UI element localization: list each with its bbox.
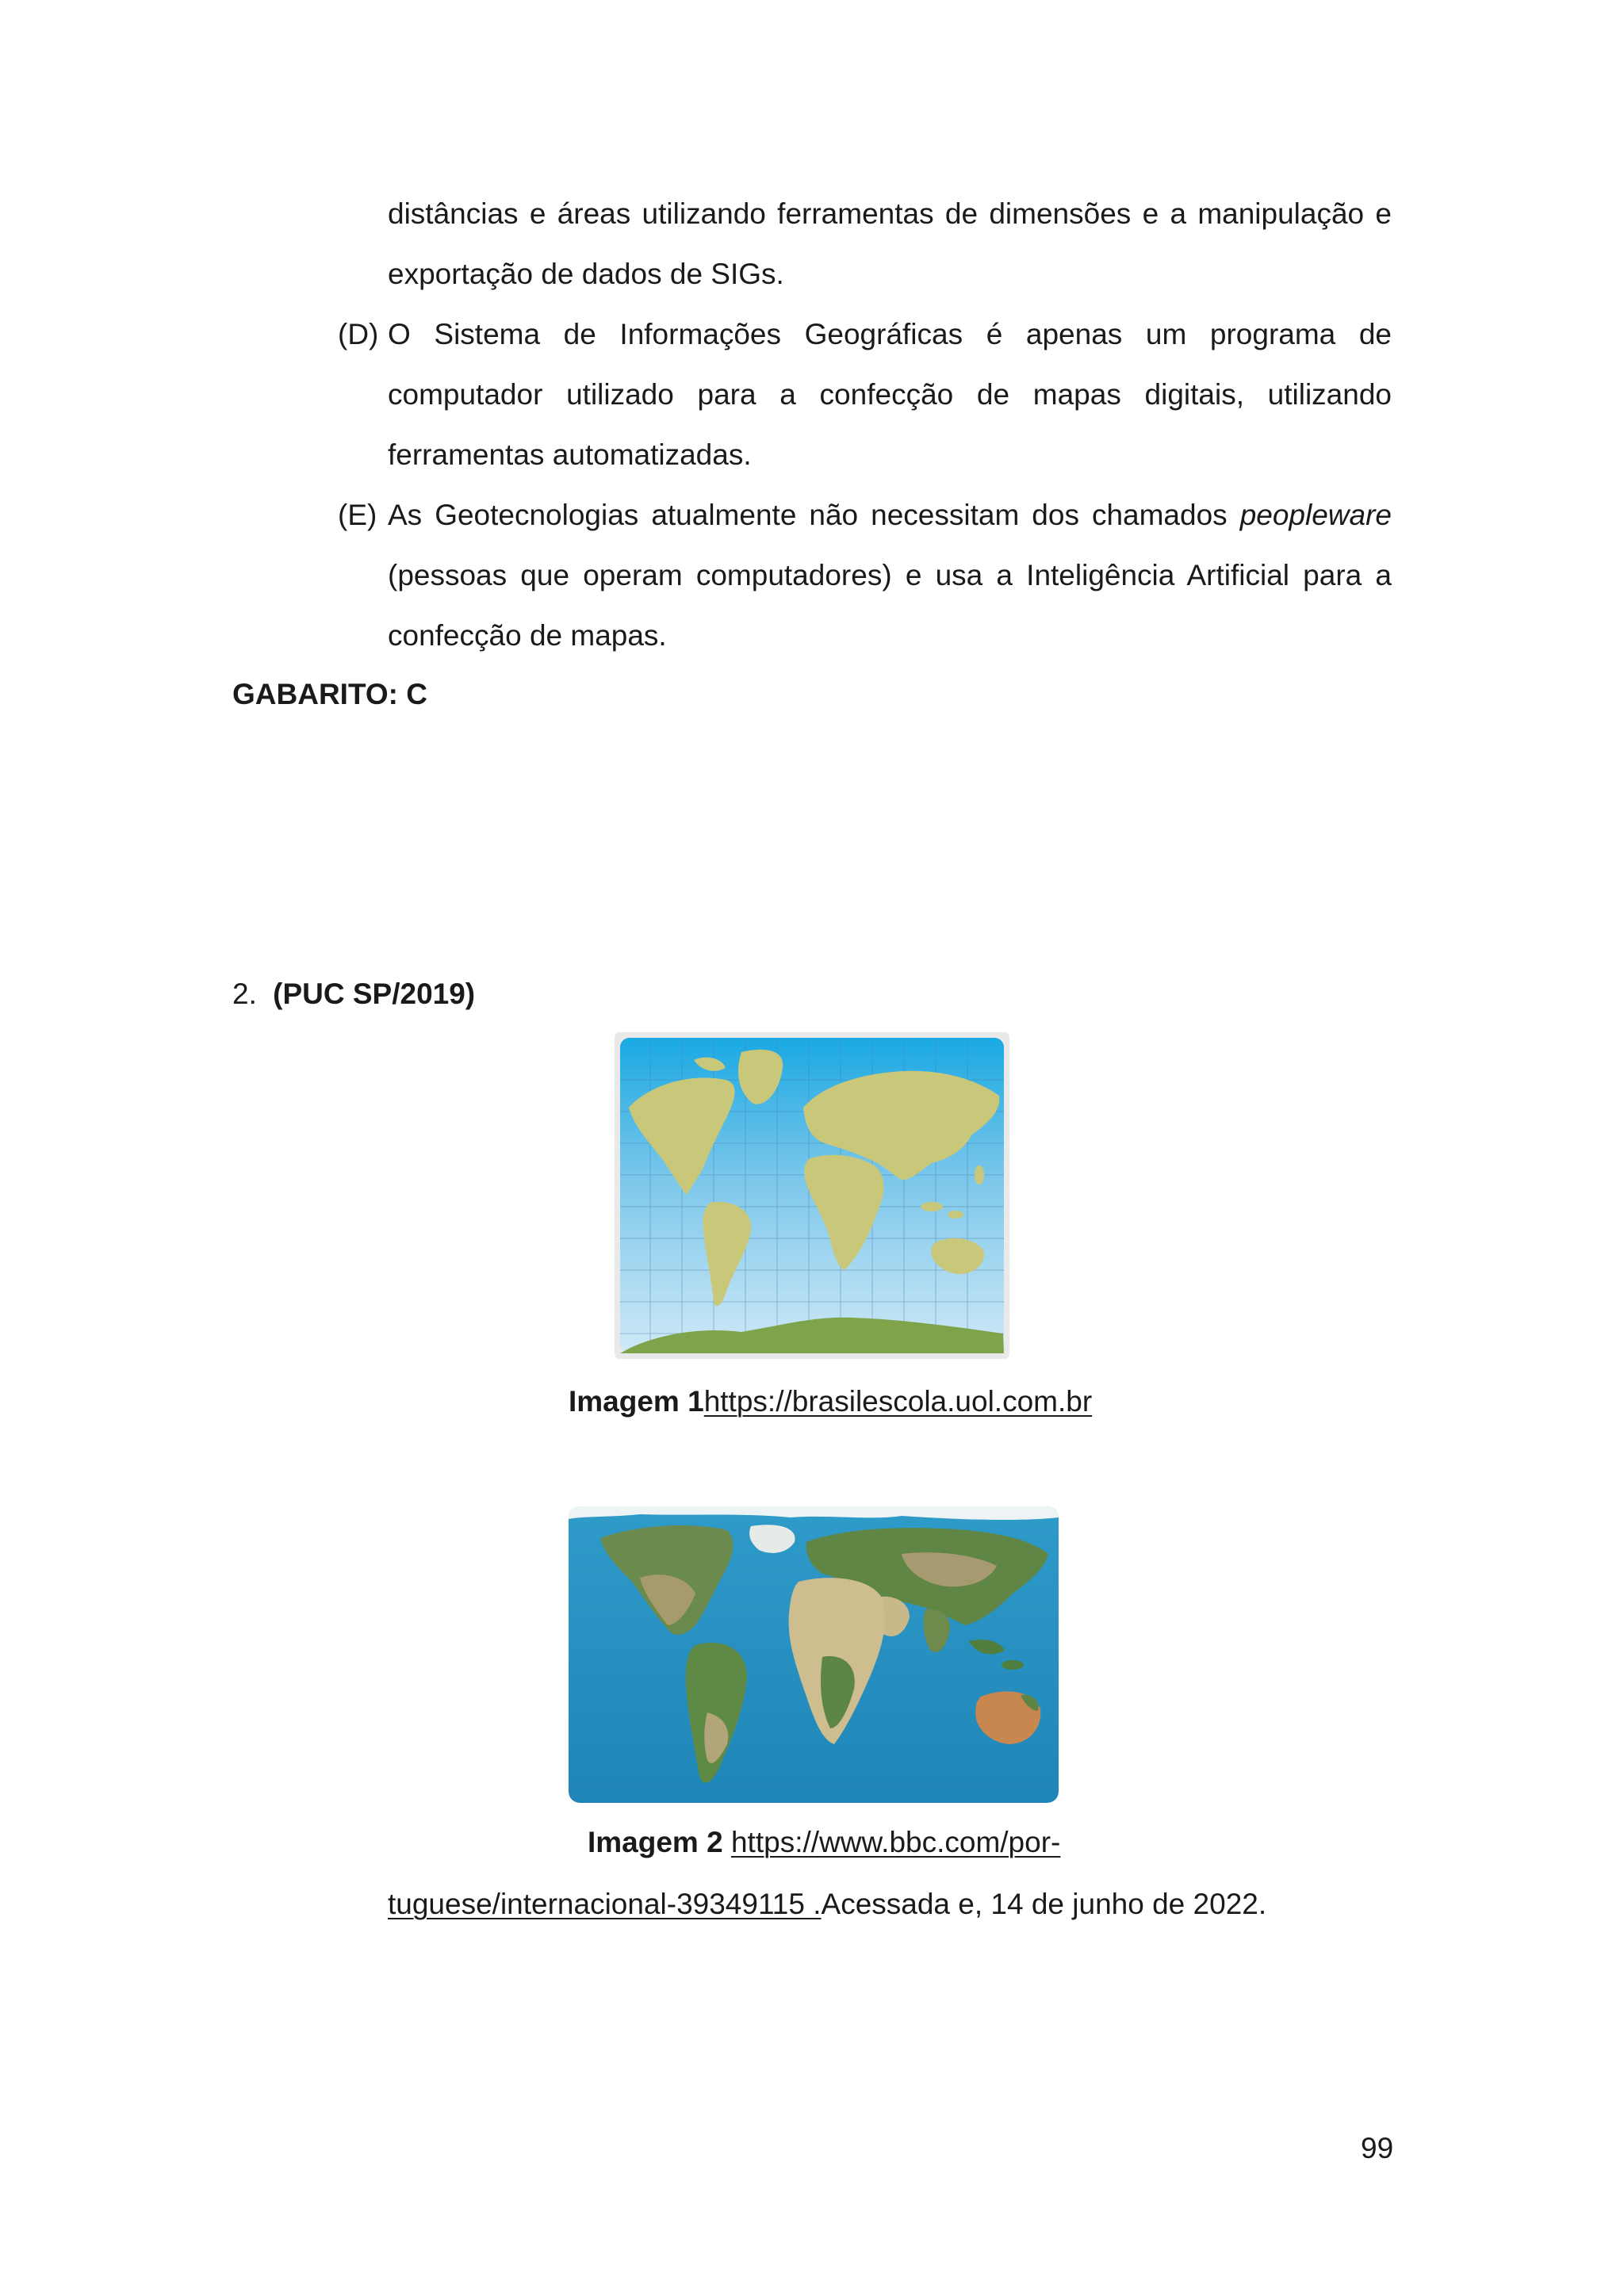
image-2-source-link-part-1[interactable]: https://www.bbc.com/por- bbox=[730, 1826, 1061, 1858]
peters-world-map bbox=[569, 1506, 1059, 1803]
option-e-line-1 bbox=[388, 496, 1392, 534]
image-2-access-date: Acessada e, 14 de junho de 2022. bbox=[821, 1888, 1267, 1920]
image-1-label: Imagem 1 bbox=[569, 1385, 704, 1418]
option-e-line-1-text: As Geotecnologias atualmente não necessitam dos chamados bbox=[388, 499, 1228, 531]
question-number: 2. bbox=[232, 978, 257, 1010]
image-1-source-link[interactable]: https://brasilescola.uol.com.br bbox=[703, 1385, 1093, 1418]
image-2-label: Imagem 2 bbox=[588, 1826, 723, 1858]
option-e-label: (E) bbox=[338, 499, 377, 531]
mercator-world-map bbox=[615, 1032, 1009, 1359]
image-2-source-link-part-2[interactable]: tuguese/internacional-39349115 . bbox=[388, 1888, 822, 1920]
option-c-line-1: distâncias e áreas utilizando ferramentas de dimensões e a manipulação e bbox=[388, 197, 1392, 230]
option-e-line-3: confecção de mapas. bbox=[388, 619, 667, 652]
question-source: (PUC SP/2019) bbox=[273, 978, 476, 1010]
option-d-label: (D) bbox=[338, 318, 379, 350]
peters-map-graphic bbox=[569, 1506, 1059, 1803]
image-1-caption bbox=[569, 1383, 1092, 1421]
mercator-map-graphic bbox=[615, 1032, 1009, 1359]
option-e-italic-term: peopleware bbox=[1239, 499, 1392, 531]
option-e-line-2: (pessoas que operam computadores) e usa a Inteligência Artificial para a bbox=[388, 559, 1392, 591]
option-d-line-3: ferramentas automatizadas. bbox=[388, 438, 752, 471]
option-c-line-2: exportação de dados de SIGs. bbox=[388, 258, 784, 290]
question-2-header bbox=[232, 975, 475, 1013]
option-d-line-2: computador utilizado para a confecção de mapas digitais, utilizando bbox=[388, 378, 1392, 411]
image-2-caption-line-1 bbox=[588, 1823, 1060, 1862]
page-number: 99 bbox=[1361, 2132, 1394, 2164]
image-2-caption-line-2 bbox=[388, 1885, 1266, 1923]
option-d-line-1: O Sistema de Informações Geográficas é apenas um programa de bbox=[388, 318, 1392, 350]
answer-key: GABARITO: C bbox=[232, 678, 427, 710]
